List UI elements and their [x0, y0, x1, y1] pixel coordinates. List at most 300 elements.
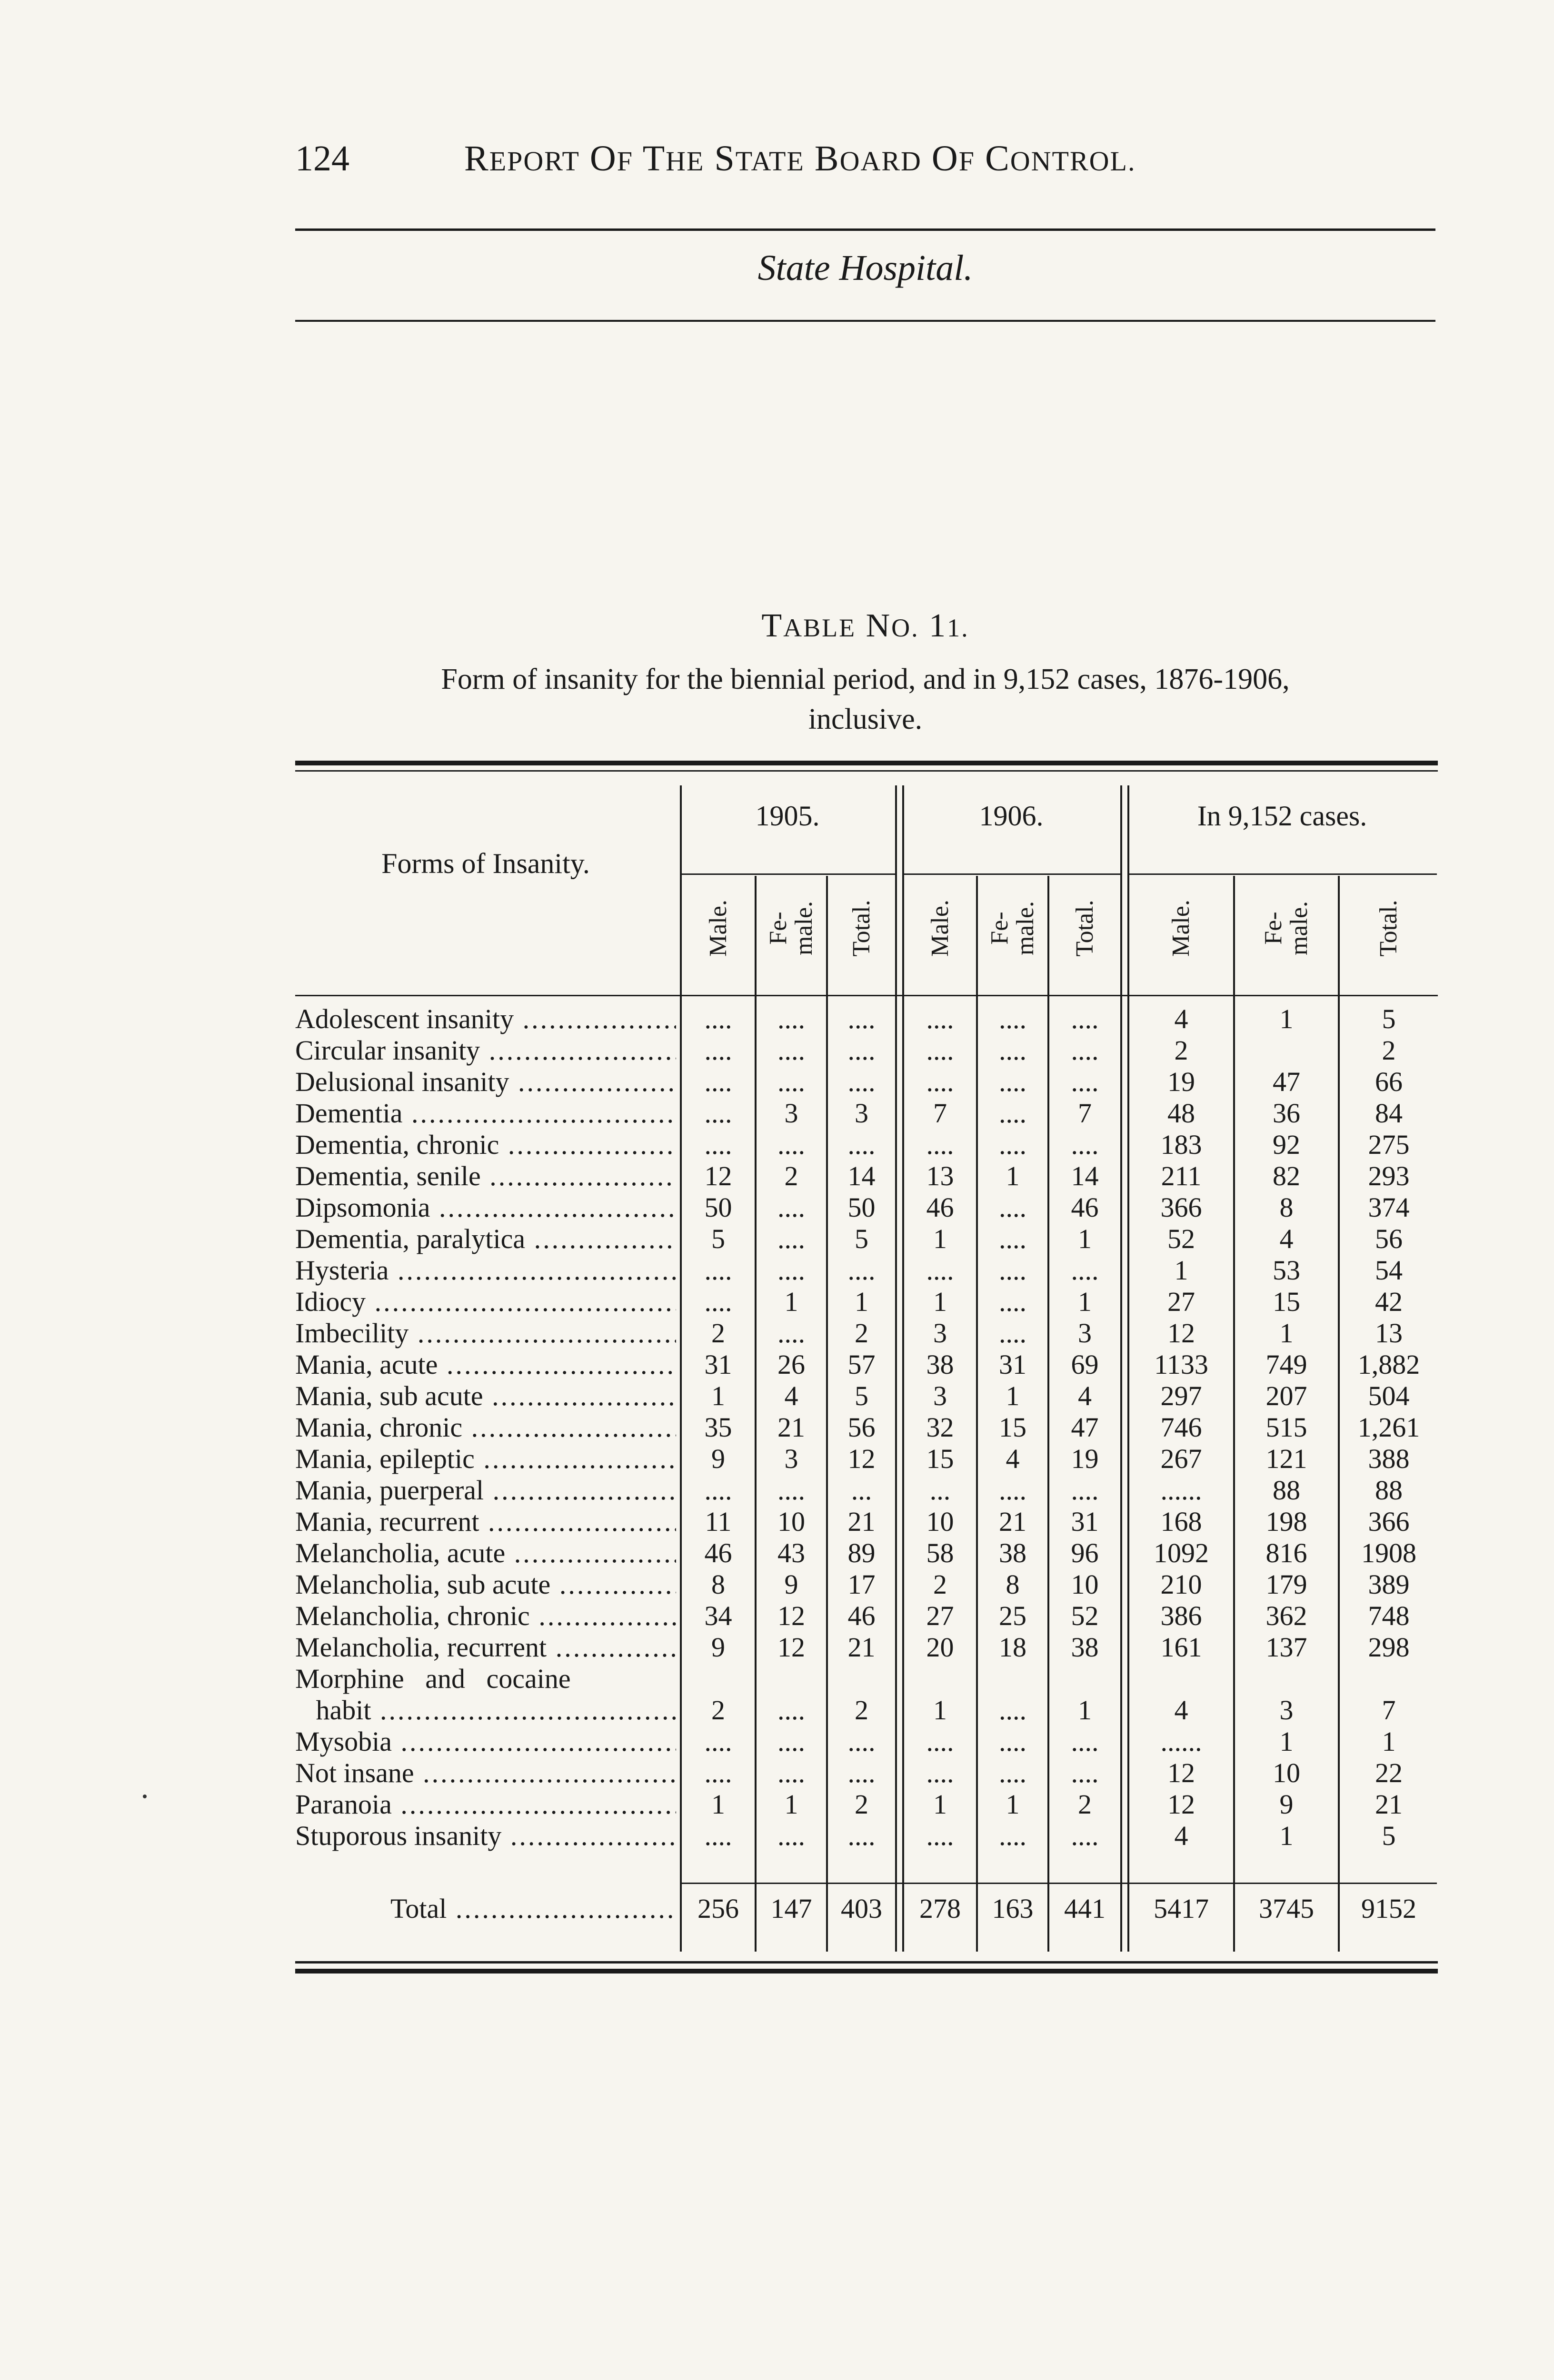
table-cell: 1 [1078, 1286, 1092, 1317]
table-row [295, 1035, 1438, 1066]
table-row [295, 1129, 1438, 1160]
table-cell: .... [704, 1726, 732, 1757]
row-label: Mania, sub acute ..... [295, 1380, 676, 1412]
table-cell: 749 [1265, 1349, 1307, 1380]
table-bottom-rule [295, 1969, 1438, 1973]
total-cell: 3745 [1259, 1893, 1314, 1924]
table-cell: 38 [999, 1537, 1026, 1568]
table-cell: 57 [847, 1349, 876, 1380]
group-header-1906: 1906. [979, 800, 1044, 832]
table-row [295, 1160, 1438, 1192]
table-cell: .... [1071, 1726, 1099, 1757]
table-cell: .... [926, 1757, 954, 1788]
table-cell: .... [1071, 1255, 1099, 1286]
table-cell: 3 [784, 1098, 798, 1129]
group-header-all-cases: In 9,152 cases. [1197, 800, 1367, 832]
column-header-label: Total. [1375, 900, 1402, 957]
table-cell: 2 [855, 1789, 868, 1820]
table-cell: 36 [1273, 1098, 1300, 1129]
table-cell: 2 [784, 1160, 798, 1191]
table-cell: .... [704, 1475, 732, 1506]
table-cell: .... [999, 1820, 1026, 1851]
table-cell: .... [999, 1757, 1026, 1788]
table-row [295, 1789, 1438, 1820]
column-header-label: Fe- male. [765, 901, 817, 956]
table-cell: 47 [1071, 1412, 1099, 1443]
column-header-label: Fe- male. [1260, 901, 1313, 956]
table-top-rule-thin [295, 770, 1438, 772]
table-row [295, 1443, 1438, 1475]
table-cell: .... [1071, 1003, 1099, 1034]
table-cell: 8 [711, 1569, 725, 1600]
table-cell: 88 [1375, 1475, 1403, 1506]
table-cell: 9 [711, 1443, 725, 1474]
table-cell: 15 [999, 1412, 1026, 1443]
table-cell: 12 [777, 1632, 805, 1663]
table-cell: .... [847, 1035, 876, 1066]
header-bottom-rule [295, 995, 1438, 996]
table-cell: .... [999, 1255, 1026, 1286]
table-row [295, 1663, 1438, 1695]
table-cell: 1133 [1154, 1349, 1208, 1380]
table-cell: .... [926, 1035, 954, 1066]
row-label: Melancholia, recurrent ..... [295, 1632, 676, 1663]
table-cell: 5 [855, 1223, 868, 1254]
table-cell: 1 [933, 1223, 947, 1254]
table-cell: 207 [1265, 1380, 1307, 1411]
table-cell: .... [1071, 1820, 1099, 1851]
table-cell: 15 [926, 1443, 954, 1474]
row-label: Circular insanity ..... [295, 1035, 676, 1066]
table-row [295, 1066, 1438, 1098]
table-cell: .... [777, 1318, 805, 1349]
table-cell: .... [847, 1726, 876, 1757]
table-cell: 3 [1078, 1318, 1092, 1349]
table-cell: 1 [1006, 1380, 1020, 1411]
table-cell: 7 [1078, 1098, 1092, 1129]
row-label: Mania, recurrent ..... [295, 1506, 676, 1537]
table-cell: .... [777, 1695, 805, 1726]
table-cell: 21 [777, 1412, 805, 1443]
table-cell: 1 [855, 1286, 868, 1317]
table-cell: .... [999, 1475, 1026, 1506]
row-label: Dementia, chronic ..... [295, 1129, 676, 1160]
table-cell: .... [704, 1757, 732, 1788]
header-rule [295, 228, 1435, 231]
table-cell: 389 [1368, 1569, 1410, 1600]
table-cell: 14 [847, 1160, 876, 1191]
table-cell: .... [999, 1318, 1026, 1349]
table-cell: 4 [1279, 1223, 1294, 1254]
table-row [295, 1569, 1438, 1600]
table-cell: .... [777, 1192, 805, 1223]
column-header [1340, 876, 1438, 981]
table-cell: 46 [926, 1192, 954, 1223]
table-top-rule [295, 761, 1438, 765]
table-cell: 9 [784, 1569, 798, 1600]
table-cell: .... [847, 1066, 876, 1097]
table-cell: .... [999, 1286, 1026, 1317]
table-cell: 46 [704, 1537, 732, 1568]
table-cell: 748 [1368, 1600, 1410, 1631]
page-number: 124 [295, 139, 349, 178]
row-label: Hysteria ..... [295, 1255, 676, 1286]
table-cell: 275 [1368, 1129, 1410, 1160]
table-cell: 1 [1006, 1160, 1020, 1191]
table-cell: 21 [1375, 1789, 1403, 1820]
table-cell: .... [847, 1255, 876, 1286]
table-cell: 168 [1160, 1506, 1202, 1537]
column-header-label: Male. [1167, 900, 1195, 957]
table-bottom-rule-thin [295, 1961, 1438, 1964]
table-cell: 504 [1368, 1380, 1410, 1411]
caption-line-2: inclusive. [808, 703, 923, 735]
table-row [295, 1537, 1438, 1569]
table-cell: 46 [847, 1600, 876, 1631]
table-cell: 179 [1265, 1569, 1307, 1600]
table-cell: 47 [1273, 1066, 1300, 1097]
table-cell: 13 [1375, 1318, 1403, 1349]
table-cell: .... [704, 1820, 732, 1851]
table-cell: 515 [1265, 1412, 1307, 1443]
table-cell: 137 [1265, 1632, 1307, 1663]
group-rule [680, 873, 895, 875]
table-cell: 7 [933, 1098, 947, 1129]
table-cell: ...... [1160, 1475, 1202, 1506]
group-rule [1127, 873, 1437, 875]
table-cell: 2 [1382, 1035, 1396, 1066]
table-cell: 27 [926, 1600, 954, 1631]
row-label: Mysobia ..... [295, 1726, 676, 1757]
total-label: Total ..... [295, 1892, 676, 1925]
table-cell: .... [926, 1820, 954, 1851]
table-cell: 52 [1071, 1600, 1099, 1631]
table-cell: 388 [1368, 1443, 1410, 1474]
group-rule [902, 873, 1120, 875]
table-cell: 2 [855, 1695, 868, 1726]
table-row [295, 1475, 1438, 1506]
table-cell: .... [999, 1695, 1026, 1726]
table-cell: .... [847, 1003, 876, 1034]
table-cell: .... [1071, 1757, 1099, 1788]
table-cell: 3 [933, 1380, 947, 1411]
table-cell: .... [777, 1129, 805, 1160]
column-header [1129, 876, 1233, 981]
table-row [295, 1632, 1438, 1663]
table-cell: .... [926, 1003, 954, 1034]
table-cell: 5 [855, 1380, 868, 1411]
table-cell: 84 [1375, 1098, 1403, 1129]
table-cell: .... [1071, 1035, 1099, 1066]
table-cell: 12 [777, 1600, 805, 1631]
table-cell: 1908 [1361, 1537, 1416, 1568]
column-header [682, 876, 755, 981]
table-cell: 31 [704, 1349, 732, 1380]
table-cell: 88 [1273, 1475, 1300, 1506]
table-cell: 17 [847, 1569, 876, 1600]
table-cell: .... [999, 1098, 1026, 1129]
table-cell: 12 [847, 1443, 876, 1474]
running-head [295, 138, 1438, 190]
table-cell: 1,261 [1357, 1412, 1420, 1443]
table-cell: .... [847, 1820, 876, 1851]
table-cell: 21 [999, 1506, 1026, 1537]
total-cell: 278 [919, 1893, 961, 1924]
table-cell: 1 [1006, 1789, 1020, 1820]
table-cell: ... [851, 1475, 872, 1506]
column-header [904, 876, 976, 981]
table-cell: 161 [1160, 1632, 1202, 1663]
section-rule [295, 320, 1435, 322]
table-cell: 267 [1160, 1443, 1202, 1474]
table-cell: 1 [933, 1789, 947, 1820]
table-cell: 92 [1273, 1129, 1300, 1160]
row-label: Adolescent insanity ..... [295, 1003, 676, 1035]
table-cell: .... [999, 1129, 1026, 1160]
table-cell: 69 [1071, 1349, 1099, 1380]
column-header-label: Total. [1071, 900, 1098, 957]
table-cell: ...... [1160, 1726, 1202, 1757]
table-cell: 1092 [1154, 1537, 1209, 1568]
table-cell: 11 [705, 1506, 732, 1537]
table-cell: .... [999, 1066, 1026, 1097]
table-cell: 19 [1071, 1443, 1099, 1474]
table-cell: .... [777, 1035, 805, 1066]
table-cell: 1 [784, 1286, 798, 1317]
column-header-label: Total. [847, 900, 875, 957]
table-cell: 1 [933, 1286, 947, 1317]
table-cell: 4 [1174, 1695, 1188, 1726]
table-cell: 211 [1161, 1160, 1202, 1191]
total-cell: 163 [992, 1893, 1034, 1924]
table-cell: 4 [1078, 1380, 1092, 1411]
table-cell: 31 [999, 1349, 1026, 1380]
table-cell: 12 [704, 1160, 732, 1191]
table-cell: 210 [1160, 1569, 1202, 1600]
table-cell: 5 [1382, 1003, 1396, 1034]
table-cell: 1 [1279, 1003, 1294, 1034]
row-label: Not insane ..... [295, 1757, 676, 1789]
row-label: Dementia, paralytica ..... [295, 1223, 676, 1255]
table-cell: ... [929, 1475, 951, 1506]
table-cell: 38 [1071, 1632, 1099, 1663]
table-cell: .... [704, 1035, 732, 1066]
row-label: Stuporous insanity ..... [295, 1820, 676, 1852]
table-cell: 366 [1160, 1192, 1202, 1223]
table-cell: .... [999, 1035, 1026, 1066]
table-cell: 26 [777, 1349, 805, 1380]
total-rule [680, 1883, 1437, 1884]
table-row [295, 1506, 1438, 1537]
table-row [295, 1412, 1438, 1443]
column-header [757, 876, 826, 981]
table-cell: 183 [1160, 1129, 1202, 1160]
running-title: REPORT OF THE STATE BOARD OF CONTROL. [464, 139, 1136, 178]
row-label: Delusional insanity ..... [295, 1066, 676, 1098]
table-cell: 50 [847, 1192, 876, 1223]
table-cell: 12 [1167, 1757, 1195, 1788]
table-cell: 1 [1078, 1695, 1092, 1726]
table-cell: 4 [1174, 1003, 1188, 1034]
table-cell: 4 [784, 1380, 798, 1411]
table-number: TABLE NO. 11. [761, 607, 969, 644]
table-cell: .... [777, 1003, 805, 1034]
stub-header: Forms of Insanity. [381, 848, 590, 879]
table-cell: .... [777, 1255, 805, 1286]
table-cell: 362 [1265, 1600, 1307, 1631]
table-cell: 20 [926, 1632, 954, 1663]
section-title: State Hospital. [757, 248, 973, 288]
table-cell: 198 [1265, 1506, 1307, 1537]
table-cell: 1 [1279, 1318, 1294, 1349]
table-cell: 2 [1078, 1789, 1092, 1820]
table-row [295, 1600, 1438, 1632]
table-cell: 46 [1071, 1192, 1099, 1223]
column-header-label: Male. [926, 900, 954, 957]
table-row [295, 1098, 1438, 1129]
table-row [295, 1380, 1438, 1412]
table-cell: 42 [1375, 1286, 1403, 1317]
table-cell: .... [777, 1223, 805, 1254]
table-cell: 3 [933, 1318, 947, 1349]
table-cell: 1 [933, 1695, 947, 1726]
table-cell: .... [926, 1726, 954, 1757]
table-cell: 121 [1265, 1443, 1307, 1474]
table-cell: 5 [1382, 1820, 1396, 1851]
table-cell: 1 [1078, 1223, 1092, 1254]
table-cell: 7 [1382, 1695, 1396, 1726]
table-cell: .... [926, 1255, 954, 1286]
table-cell: 10 [1071, 1569, 1099, 1600]
table-cell: .... [999, 1003, 1026, 1034]
column-header [828, 876, 895, 981]
table-cell: 43 [777, 1537, 805, 1568]
table-cell: 50 [704, 1192, 732, 1223]
table-cell: 1 [1279, 1726, 1294, 1757]
table-cell: 82 [1273, 1160, 1300, 1191]
table-cell: 19 [1167, 1066, 1195, 1097]
table-cell: 12 [1167, 1318, 1195, 1349]
table-cell: 4 [1174, 1820, 1188, 1851]
table-row [295, 1286, 1438, 1318]
row-label: Morphine and cocaine [295, 1663, 571, 1694]
paper-speck [143, 1795, 147, 1798]
table-cell: 9 [711, 1632, 725, 1663]
total-cell: 441 [1064, 1893, 1106, 1924]
table-cell: 27 [1167, 1286, 1195, 1317]
table-cell: 1 [1382, 1726, 1396, 1757]
table-row [295, 1003, 1438, 1035]
table-cell: 34 [704, 1600, 732, 1631]
table-row [295, 1820, 1438, 1852]
row-label: Mania, epileptic ..... [295, 1443, 676, 1475]
table-cell: 298 [1368, 1632, 1410, 1663]
table-cell: .... [1071, 1066, 1099, 1097]
table-row [295, 1349, 1438, 1380]
table-row [295, 1192, 1438, 1223]
table-cell: 816 [1265, 1537, 1307, 1568]
table-cell: .... [777, 1475, 805, 1506]
total-cell: 147 [770, 1893, 812, 1924]
table-cell: 10 [926, 1506, 954, 1537]
table-cell: 21 [847, 1506, 876, 1537]
table-cell: 13 [926, 1160, 954, 1191]
table-cell: 2 [711, 1695, 725, 1726]
row-label: Dementia, senile ..... [295, 1160, 676, 1192]
table-cell: .... [847, 1757, 876, 1788]
row-label: Melancholia, sub acute ..... [295, 1569, 676, 1600]
table-cell: .... [999, 1726, 1026, 1757]
table-cell: 297 [1160, 1380, 1202, 1411]
table-row [295, 1757, 1438, 1789]
table-cell: .... [704, 1129, 732, 1160]
table-cell: .... [777, 1726, 805, 1757]
table-cell: 3 [784, 1443, 798, 1474]
column-header-label: Fe- male. [986, 901, 1039, 956]
table-cell: 66 [1375, 1066, 1403, 1097]
row-label: Paranoia ..... [295, 1789, 676, 1820]
table-cell: .... [704, 1255, 732, 1286]
table-cell: 1 [784, 1789, 798, 1820]
table-cell: 374 [1368, 1192, 1410, 1223]
column-header [978, 876, 1047, 981]
table-cell: 21 [847, 1632, 876, 1663]
caption-line-1: Form of insanity for the biennial period, and in 9,152 cases, 1876-1906, [441, 663, 1290, 695]
table-cell: 31 [1071, 1506, 1099, 1537]
table-cell: 14 [1071, 1160, 1099, 1191]
table-cell: 15 [1273, 1286, 1300, 1317]
table-cell: 5 [711, 1223, 725, 1254]
table-cell: 1,882 [1357, 1349, 1420, 1380]
table-cell: 53 [1273, 1255, 1300, 1286]
table-caption [295, 659, 1435, 739]
total-cell: 403 [841, 1893, 882, 1924]
table-cell: 35 [704, 1412, 732, 1443]
table-cell: .... [704, 1066, 732, 1097]
total-cell: 5417 [1154, 1893, 1209, 1924]
table-cell: 366 [1368, 1506, 1410, 1537]
table-cell: .... [926, 1129, 954, 1160]
table-cell: 2 [855, 1318, 868, 1349]
table-cell: .... [777, 1820, 805, 1851]
table-row [295, 1695, 1438, 1726]
table-row [295, 1318, 1438, 1349]
row-label: Mania, acute ..... [295, 1349, 676, 1380]
table-cell: 32 [926, 1412, 954, 1443]
total-cell: 9152 [1361, 1893, 1416, 1924]
column-header [1235, 876, 1338, 981]
table-row [295, 1223, 1438, 1255]
table-cell: 1 [711, 1789, 725, 1820]
row-label: Dementia ..... [295, 1098, 676, 1129]
column-header [1049, 876, 1120, 981]
table-cell: 1 [711, 1380, 725, 1411]
table-cell: 4 [1006, 1443, 1020, 1474]
table-cell: .... [1071, 1129, 1099, 1160]
table-cell: 9 [1279, 1789, 1294, 1820]
table-cell: 56 [847, 1412, 876, 1443]
table-cell: 3 [855, 1098, 868, 1129]
total-cell: 256 [697, 1893, 739, 1924]
table-cell: 8 [1279, 1192, 1294, 1223]
table-cell: 25 [999, 1600, 1026, 1631]
group-header-1905: 1905. [755, 800, 820, 832]
table-cell: 18 [999, 1632, 1026, 1663]
table-cell: 38 [926, 1349, 954, 1380]
table-cell: .... [999, 1192, 1026, 1223]
row-label: Mania, puerperal ..... [295, 1475, 676, 1506]
total-row [295, 1892, 1438, 1925]
